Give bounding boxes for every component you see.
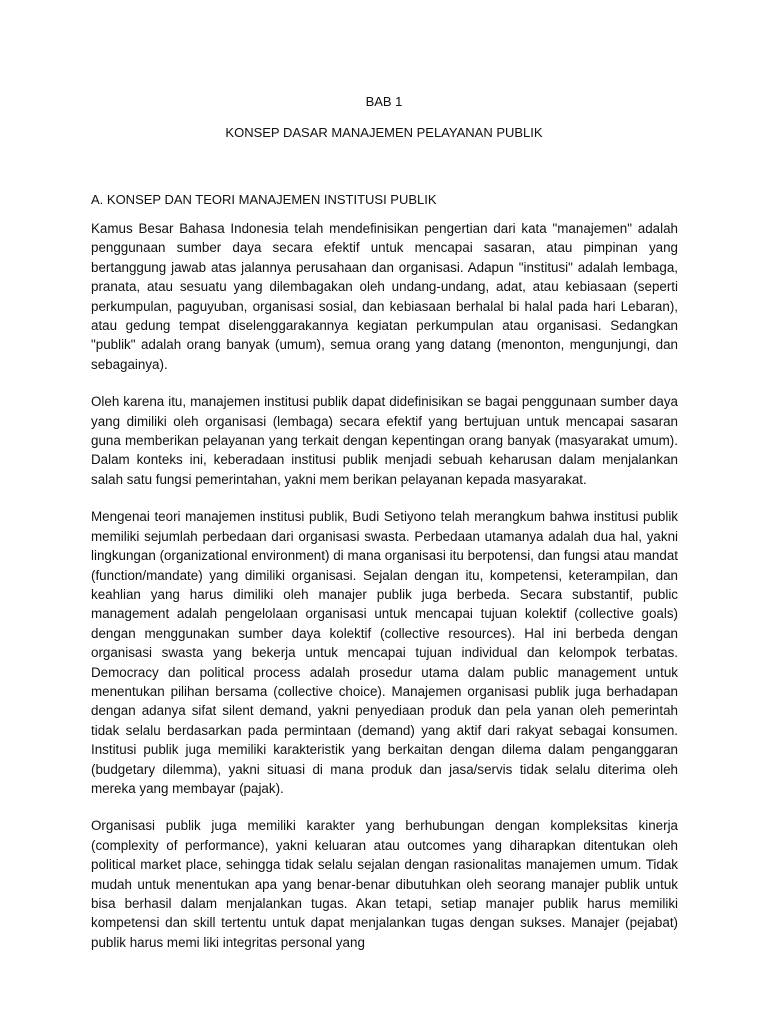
chapter-heading: BAB 1 bbox=[365, 94, 403, 109]
paragraph: Kamus Besar Bahasa Indonesia telah mendefinisikan pengertian dari kata "manajemen" adalah penggunaan sumber daya secara efektif untuk mencapai sasaran, atau pimpinan yang bertanggung jawab atas jalannya perusahaan dan organisasi. Adapun "institusi" adalah lembaga, pranata, atau sesuatu yang dilembagakan oleh undang-undang, adat, atau kebiasaan (seperti perkumpulan, paguyuban, organisasi sosial, dan kebiasaan berhalal bi halal pada hari Lebaran), atau gedung tempat diselenggarakannya kegiatan perkumpulan atau organisasi. Sedangkan "publik" adalah orang banyak (umum), semua orang yang datang (menonton, mengunjungi, dan sebagainya). bbox=[91, 221, 678, 372]
document-title: KONSEP DASAR MANAJEMEN PELAYANAN PUBLIK bbox=[225, 125, 543, 140]
paragraph: Organisasi publik juga memiliki karakter yang berhubungan dengan kompleksitas kinerja (complexity of performance), yakni keluaran atau outcomes yang diharapkan ditentukan oleh political market place, sehingga tidak selalu sejalan dengan rasionalitas manajemen umum. Tidak mudah untuk menentukan apa yang benar-benar dibutuhkan oleh seorang manajer publik untuk bisa berhasil dalam menjalankan tugas. Akan tetapi, setiap manajer publik harus memiliki kompetensi dan skill tertentu untuk dapat menjalankan tugas dengan sukses. Manajer (pejabat) publik harus memi liki integritas personal yang bbox=[91, 818, 678, 950]
section-heading: A. KONSEP DAN TEORI MANAJEMEN INSTITUSI PUBLIK bbox=[91, 192, 437, 207]
document-body bbox=[91, 219, 678, 952]
paragraph: Oleh karena itu, manajemen institusi publik dapat didefinisikan se bagai penggunaan sumber daya yang dimiliki oleh organisasi (lembaga) secara efektif yang bertujuan untuk mencapai sasaran guna memberikan pelayanan yang terkait dengan kepentingan orang banyak (masyarakat umum). Dalam konteks ini, keberadaan institusi publik menjadi sebuah keharusan dalam menjalankan salah satu fungsi pemerintahan, yakni mem berikan pelayanan kepada masyarakat. bbox=[91, 394, 678, 487]
paragraph: Mengenai teori manajemen institusi publik, Budi Setiyono telah merangkum bahwa institusi publik memiliki sejumlah perbedaan dari organisasi swasta. Perbedaan utamanya adalah dua hal, yakni lingkungan (organizational environment) di mana organisasi itu berpotensi, dan fungsi atau mandat (function/mandate) yang dimiliki organisasi. Sejalan dengan itu, kompetensi, keterampilan, dan keahlian yang harus dimiliki oleh manajer publik juga berbeda. Secara substantif, public management adalah pengelolaan organisasi untuk mencapai tujuan kolektif (collective goals) dengan menggunakan sumber daya kolektif (collective resources). Hal ini berbeda dengan organisasi swasta yang bekerja untuk mencapai tujuan individual dan kelompok terbatas. Democracy dan political process adalah prosedur utama dalam public management untuk menentukan pilihan bersama (collective choice). Manajemen organisasi publik juga berhadapan dengan adanya sifat silent demand, yakni penyediaan produk dan pela yanan oleh pemerintah tidak selalu berdasarkan pada permintaan (demand) yang aktif dari rakyat sebagai konsumen. Institusi publik juga memiliki karakteristik yang berkaitan dengan dilema dalam penganggaran (budgetary dilemma), yakni situasi di mana produk dan jasa/servis tidak selalu diterima oleh mereka yang membayar (pajak). bbox=[91, 509, 678, 796]
